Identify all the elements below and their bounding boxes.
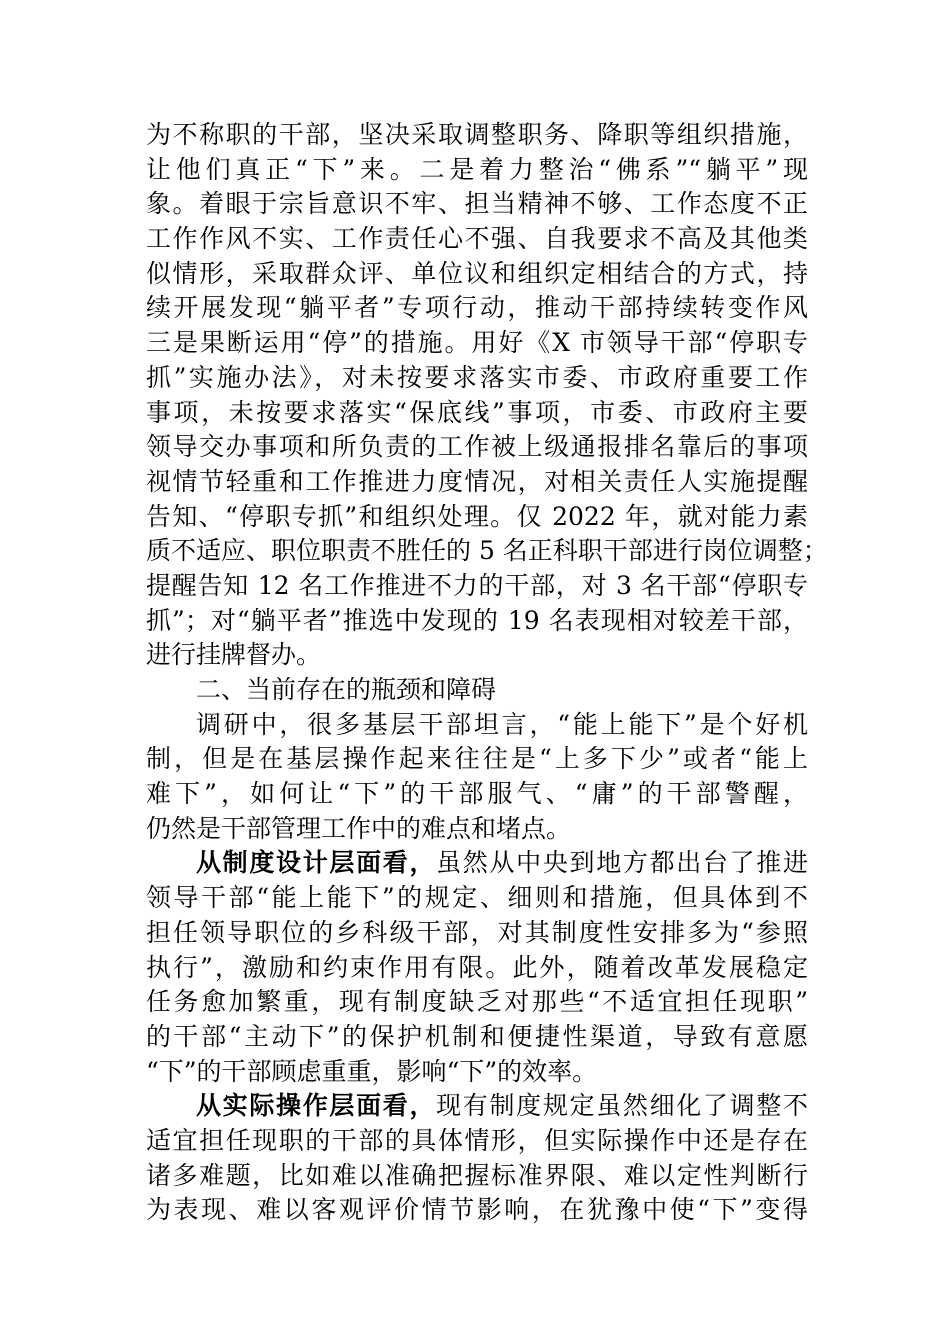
text-line: 三是果断运用“停”的措施。用好《X 市领导干部“停职专 — [146, 328, 808, 358]
text-line: 工作作风不实、工作责任心不强、自我要求不高及其他类 — [146, 224, 808, 254]
text-line: 续开展发现“躺平者”专项行动，推动干部持续转变作风 — [146, 293, 808, 323]
text-line: 制，但是在基层操作起来往往是“上多下少”或者“能上 — [146, 744, 808, 774]
text-line: 抓”；对“躺平者”推选中发现的 19 名表现相对较差干部， — [146, 605, 808, 635]
text-line: 难下”，如何让“下”的干部服气、“庸”的干部警醒， — [146, 779, 808, 809]
text-line: 任务愈加繁重，现有制度缺乏对那些“不适宜担任现职” — [146, 987, 808, 1017]
text-line: 进行挂牌督办。 — [146, 640, 322, 670]
text-line — [146, 846, 808, 881]
text-line: 象。着眼于宗旨意识不牢、担当精神不够、工作态度不正 — [146, 189, 808, 219]
paragraph-4 — [146, 1089, 808, 1228]
paragraph-2 — [146, 708, 808, 847]
text-line: 视情节轻重和工作推进力度情况，对相关责任人实施提醒 — [146, 466, 808, 496]
text-line: 似情形，采取群众评、单位议和组织定相结合的方式，持 — [146, 258, 808, 288]
text-line: “下”的干部顾虑重重，影响“下”的效率。 — [146, 1056, 598, 1086]
text-line: 领导交办事项和所负责的工作被上级通报排名靠后的事项 — [146, 432, 808, 462]
text-line: 适宜担任现职的干部的具体情形，但实际操作中还是存在 — [146, 1125, 808, 1155]
text-line: 让他们真正“下”来。二是着力整治“佛系”“躺平”现 — [146, 154, 808, 184]
paragraph-3 — [146, 846, 808, 1089]
text-line: 仍然是干部管理工作中的难点和堵点。 — [146, 813, 572, 843]
text-line: 调研中，很多基层干部坦言，“能上能下”是个好机 — [196, 709, 808, 739]
document-body — [146, 118, 828, 1228]
text-run: 虽然从中央到地方都出台了推进 — [436, 848, 808, 878]
text-line: 的干部“主动下”的保护机制和便捷性渠道，导致有意愿 — [146, 1021, 808, 1051]
text-line: 执行”，激励和约束作用有限。此外，随着改革发展稳定 — [146, 952, 808, 982]
text-line: 为表现、难以客观评价情节影响，在犹豫中使“下”变得 — [146, 1195, 808, 1225]
paragraph-1 — [146, 118, 828, 673]
text-line: 担任领导职位的乡科级干部，对其制度性安排多为“参照 — [146, 917, 808, 947]
text-line: 事项，未按要求落实“保底线”事项，市委、市政府主要 — [146, 397, 808, 427]
paragraph-lead: 从实际操作层面看， — [196, 1091, 437, 1121]
text-run: 现有制度规定虽然细化了调整不 — [436, 1091, 808, 1121]
paragraph-lead: 从制度设计层面看， — [196, 848, 437, 878]
text-line: 提醒告知 12 名工作推进不力的干部，对 3 名干部“停职专 — [146, 570, 808, 600]
text-line — [146, 1089, 808, 1124]
text-line: 告知、“停职专抓”和组织处理。仅 2022 年，就对能力素 — [146, 501, 808, 531]
text-line: 领导干部“能上能下”的规定、细则和措施，但具体到不 — [146, 883, 808, 913]
section-heading: 二、当前存在的瓶颈和障碍 — [196, 675, 497, 704]
text-line: 诸多难题，比如难以准确把握标准界限、难以定性判断行 — [146, 1160, 808, 1190]
text-line: 抓”实施办法》，对未按要求落实市委、市政府重要工作 — [146, 362, 808, 392]
text-line: 质不适应、职位职责不胜任的 5 名正科职干部进行岗位调整； — [146, 536, 828, 566]
text-line: 为不称职的干部，坚决采取调整职务、降职等组织措施， — [146, 120, 808, 149]
